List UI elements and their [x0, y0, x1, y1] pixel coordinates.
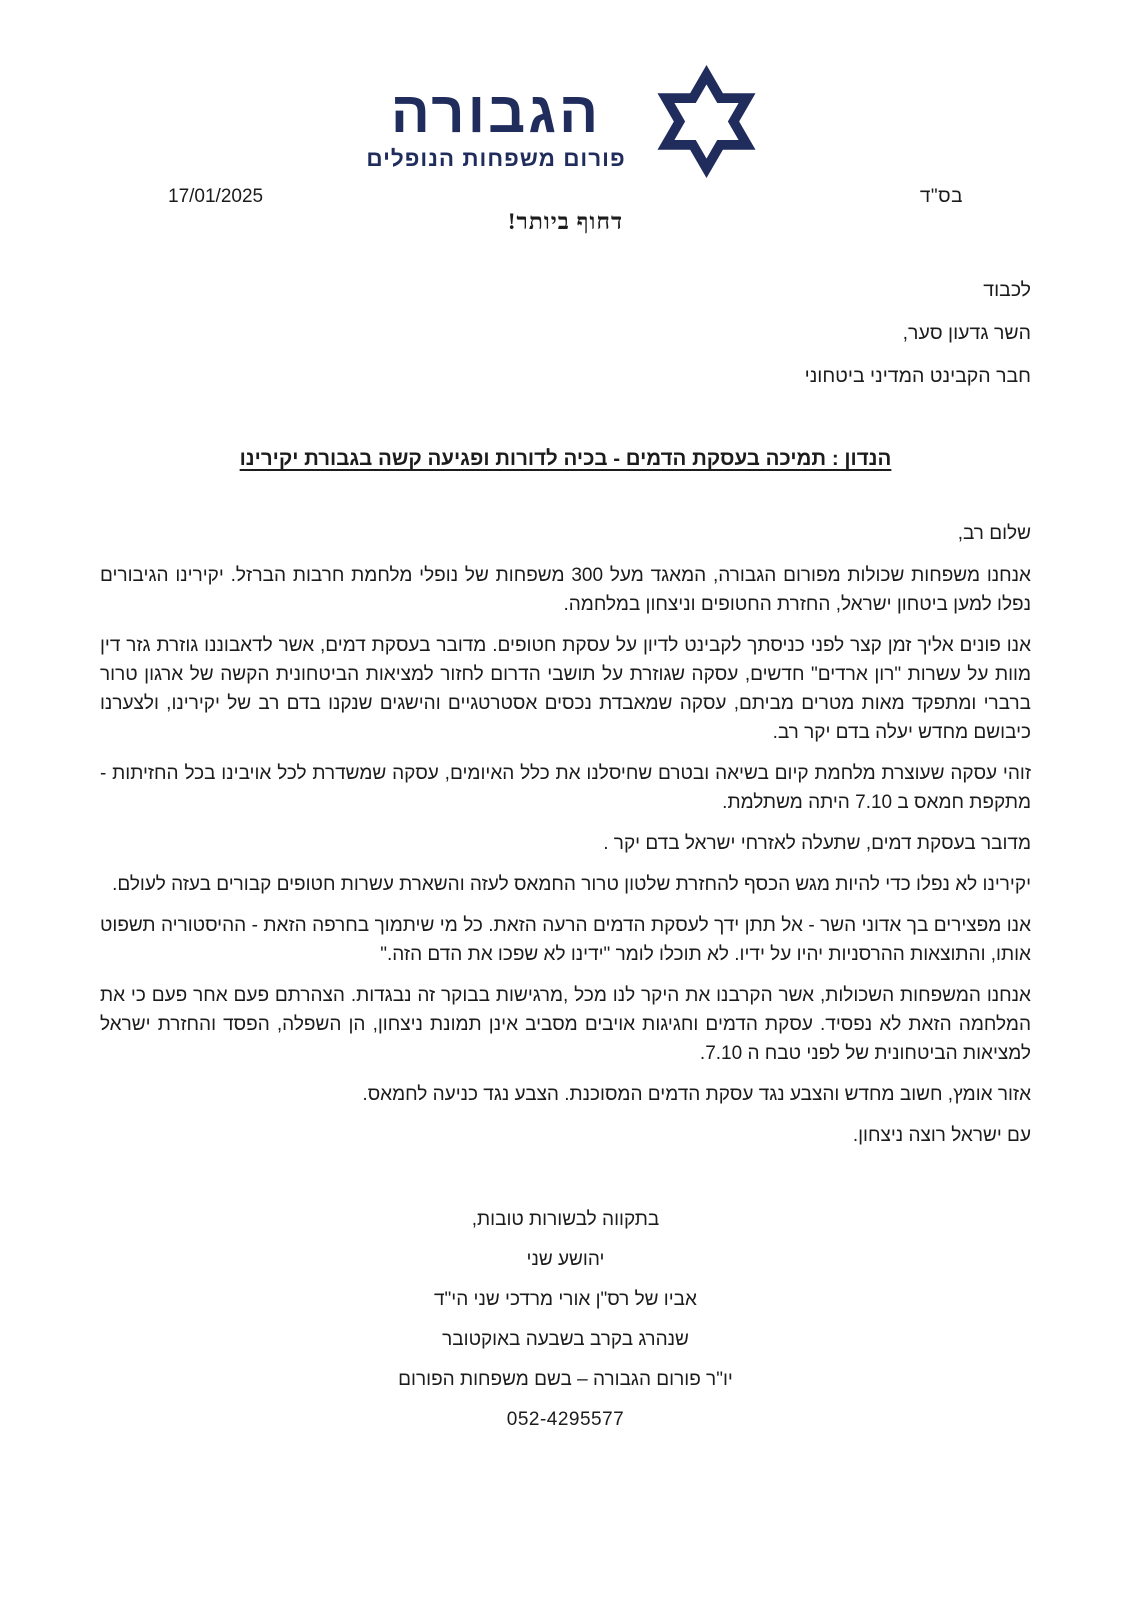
letter-body: [100, 561, 1031, 1150]
body-paragraph: עם ישראל רוצה ניצחון.: [852, 1125, 1031, 1146]
greeting: שלום רב,: [957, 523, 1031, 544]
bsd-notation: בס"ד: [919, 186, 963, 207]
recipient-line: לכבוד: [983, 279, 1031, 301]
recipient-line: חבר הקבינט המדיני ביטחוני: [804, 365, 1031, 387]
signature-line: אביו של רס"ן אורי מרדכי שני הי"ד: [434, 1289, 697, 1310]
meta-row: [100, 182, 1031, 208]
body-paragraph: אנחנו משפחות שכולות מפורום הגבורה, המאגד מעל 300 משפחות של נופלי מלחמת חרבות הברזל. יקירינו הגיבורים נפלו למען ביטחון ישראל, החזרת החטופים וניצחון במלחמה.: [100, 565, 1031, 615]
star-of-david-icon: [648, 62, 765, 181]
signature-line: בתקווה לבשורות טובות,: [471, 1209, 660, 1230]
body-paragraph: אנחנו המשפחות השכולות, אשר הקרבנו את היקר לנו מכל ,מרגישות בבוקר זה נבגדות. הצהרתם פעם אחר פעם כי את המלחמה הזאת לא נפסיד. עסקת הדמים וחגיגות אויבים מסביב אינן תמונת ניצחון, הן השפלה, הפסד והחזרת ישראל למציאות הביטחונית של לפני טבח ה 7.10.: [100, 985, 1031, 1064]
signature-line: יו"ר פורום הגבורה – בשם משפחות הפורום: [398, 1369, 733, 1390]
subject-line: הנדון : תמיכה בעסקת הדמים - בכיה לדורות ופגיעה קשה בגבורת יקירינו: [239, 447, 892, 470]
signature-block: [100, 1200, 1031, 1440]
org-name: הגבורה: [390, 80, 602, 145]
body-paragraph: יקירינו לא נפלו כדי להיות מגש הכסף להחזרת שלטון טרור החמאס לעזה והשארת עשרות חטופים קבורים בעזה לעולם.: [112, 874, 1031, 895]
org-logo: [0, 0, 1131, 182]
urgent-label: דחוף ביותר!: [507, 209, 624, 234]
org-subtitle: פורום משפחות הנופלים: [366, 146, 626, 171]
signature-line: שנהרג בקרב בשבעה באוקטובר: [442, 1329, 689, 1350]
recipient-line: השר גדעון סער,: [902, 322, 1031, 344]
body-paragraph: אזור אומץ, חשוב מחדש והצבע נגד עסקת הדמים המסוכנת. הצבע נגד כניעה לחמאס.: [362, 1084, 1031, 1105]
recipient-block: [100, 269, 1031, 398]
signature-line: יהושע שני: [526, 1249, 605, 1270]
body-paragraph: אנו פונים אליך זמן קצר לפני כניסתך לקבינט לדיון על עסקת חטופים. מדובר בעסקת דמים, אשר לדאבוננו גוזרת גזר דין מוות על עשרות "רון ארדים" חדשים, עסקה שגוזרת על תושבי הדרום לחזור למציאות הביטחונית הקשה של ארגון טרור ברברי ומתפקד מאות מטרים מביתם, עסקה שמאבדת נכסים אסטרטגיים והישגים שנקנו בדם רב של יקירינו, ולצערנו כיבושם מחדש יעלה בדם יקר רב.: [100, 635, 1031, 743]
body-paragraph: מדובר בעסקת דמים, שתעלה לאזרחי ישראל בדם יקר .: [603, 833, 1031, 854]
letter-date: 17/01/2025: [168, 186, 264, 207]
contact-phone: 052-4295577: [506, 1409, 625, 1430]
body-paragraph: זוהי עסקה שעוצרת מלחמת קיום בשיאה ובטרם שחיסלנו את כלל האיומים, עסקה שמשדרת לכל אויבינו בכל החזיתות - מתקפת חמאס ב 7.10 היתה משתלמת.: [100, 763, 1031, 813]
org-wordmark: [366, 70, 625, 172]
body-paragraph: אנו מפצירים בך אדוני השר - אל תתן ידך לעסקת הדמים הרעה הזאת. כל מי שיתמוך בחרפה הזאת - ההיסטוריה תשפוט אותו, והתוצאות ההרסניות יהיו על ידיו. לא תוכלו לומר "ידינו לא שפכו את הדם הזה.": [100, 915, 1031, 965]
